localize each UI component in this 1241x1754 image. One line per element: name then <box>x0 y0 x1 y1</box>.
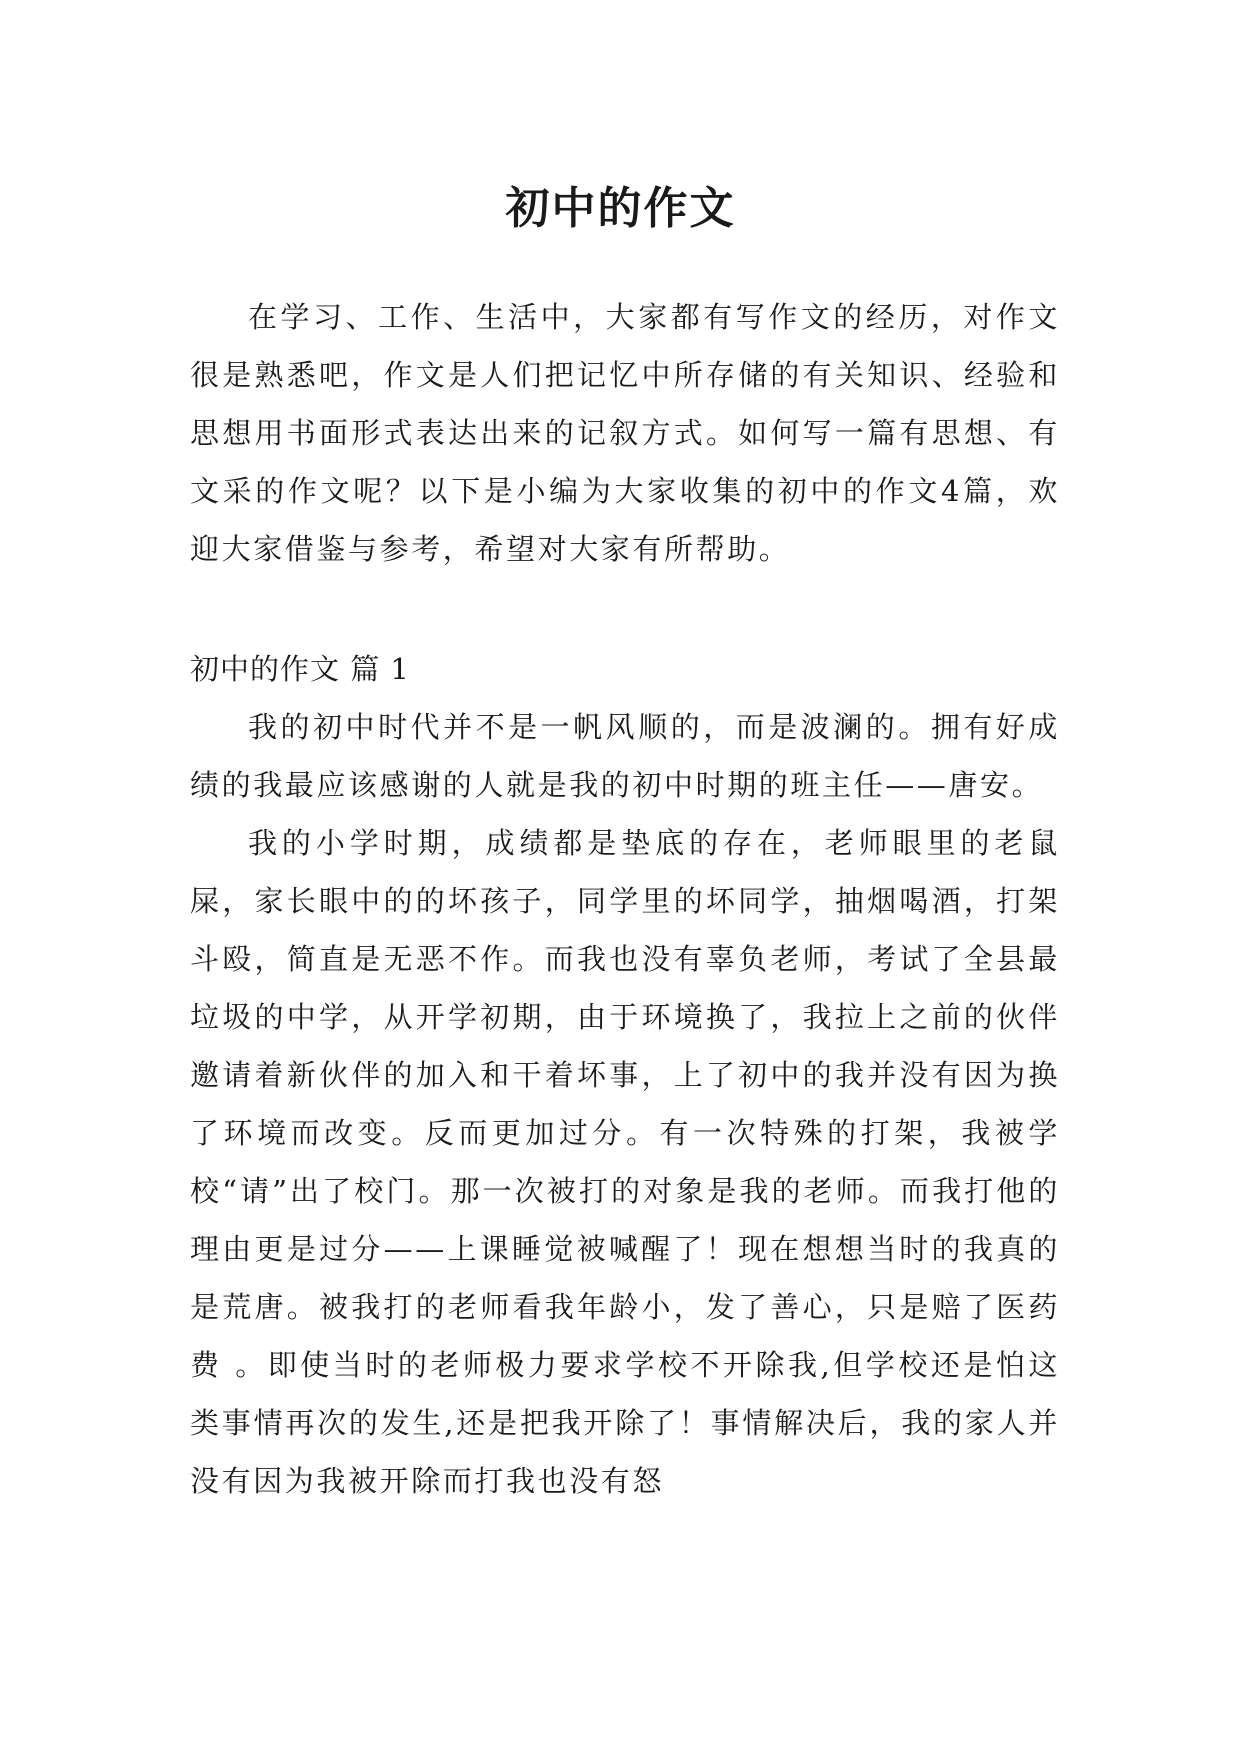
body-paragraph: 我的小学时期，成绩都是垫底的存在，老师眼里的老鼠屎，家长眼中的的坏孩子，同学里的坏同学，抽烟喝酒，打架斗殴，简直是无恶不作。而我也没有辜负老师，考试了全县最垃圾的中学，从开学初期，由于环境换了，我拉上之前的伙伴邀请着新伙伴的加入和干着坏事，上了初中的我并没有因为换了环境而改变。反而更加过分。有一次特殊的打架，我被学校“请”出了校门。那一次被打的对象是我的老师。而我打他的理由更是过分——上课睡觉被喊醒了！现在想想当时的我真的是荒唐。被我打的老师看我年龄小，发了善心，只是赔了医药费 。即使当时的老师极力要求学校不开除我,但学校还是怕这类事情再次的发生,还是把我开除了！事情解决后，我的家人并没有因为我被开除而打我也没有怒 <box>190 826 1060 1498</box>
intro-paragraph: 在学习、工作、生活中，大家都有写作文的经历，对作文很是熟悉吧，作文是人们把记忆中所存储的有关知识、经验和思想用书面形式表达出来的记叙方式。如何写一篇有思想、有文采的作文呢？以下是小编为大家收集的初中的作文4篇，欢迎大家借鉴与参考，希望对大家有所帮助。 <box>190 300 1060 566</box>
body-paragraph: 我的初中时代并不是一帆风顺的，而是波澜的。拥有好成绩的我最应该感谢的人就是我的初中时期的班主任——唐安。 <box>190 710 1060 802</box>
intro-block <box>190 288 1060 578</box>
section-body <box>190 698 1060 1510</box>
document-title: 初中的作文 <box>505 183 736 235</box>
section-heading: 初中的作文 篇 1 <box>190 652 410 686</box>
